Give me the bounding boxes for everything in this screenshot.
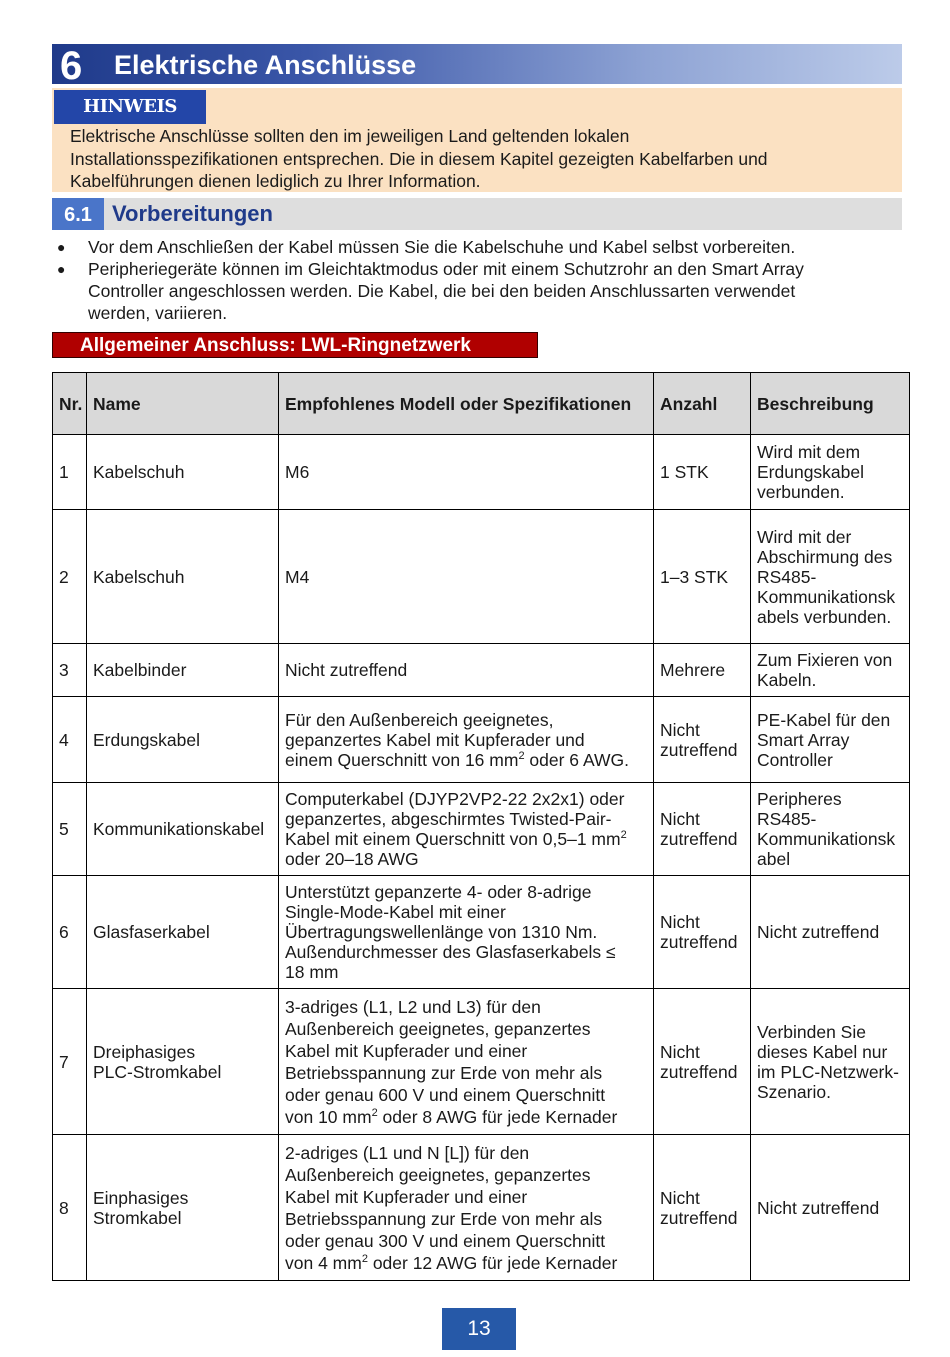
note-text: [70, 125, 860, 193]
cell-spec: [279, 510, 654, 644]
section-title: Vorbereitungen: [112, 201, 273, 226]
text-segment: Unterstützt gepanzerte 4- oder 8-adrige: [285, 882, 592, 902]
cell-nr: 8: [53, 1135, 87, 1281]
cell-line: [285, 730, 647, 750]
table-row: [53, 435, 910, 510]
text-segment: oder 12 AWG für jede Kernader: [367, 1252, 618, 1273]
page-number: 13: [442, 1308, 516, 1350]
cell-quantity: [654, 989, 751, 1135]
cell-line: 1 STK: [660, 462, 709, 482]
cell-quantity: [654, 876, 751, 989]
cell-line: 1–3 STK: [660, 566, 729, 587]
cell-line: zutreffend: [660, 739, 738, 760]
table-body: [53, 435, 910, 1281]
cell-line: zutreffend: [660, 932, 738, 952]
cell-line: [285, 567, 647, 587]
cell-quantity: [654, 697, 751, 783]
cell-line: [285, 809, 647, 829]
note-line: Kabelführungen dienen lediglich zu Ihrer Information.: [70, 171, 481, 191]
cell-line: zutreffend: [660, 1061, 738, 1082]
cell-line: [285, 1252, 647, 1274]
cell-line: [285, 660, 647, 680]
cell-line: [285, 829, 647, 849]
cell-line: Erdungskabel: [757, 462, 865, 482]
text-segment: Computerkabel (DJYP2VP2-22 2x2x1) oder: [285, 789, 625, 809]
cell-line: verbunden.: [757, 482, 845, 502]
cell-line: RS485-: [757, 566, 817, 587]
cell-line: Mehrere: [660, 660, 726, 680]
column-header-description: Beschreibung: [751, 373, 910, 435]
text-segment: oder 8 AWG für jede Kernader: [377, 1106, 618, 1127]
cell-quantity: [654, 644, 751, 697]
cell-nr: 3: [53, 644, 87, 697]
cell-line: Kabelschuh: [93, 462, 185, 482]
cell-name: [87, 435, 279, 510]
text-segment: einem Querschnitt von 16 mm: [285, 749, 519, 770]
note-line: Installationsspezifikationen entsprechen. Die in diesem Kapitel gezeigten Kabelfarben und: [70, 148, 768, 169]
note-tag: HINWEIS: [54, 90, 206, 124]
text-segment: oder genau 300 V und einem Querschnitt: [285, 1230, 606, 1251]
cell-line: [285, 996, 647, 1018]
cell-line: [285, 1106, 647, 1128]
superscript: 2: [371, 1106, 378, 1119]
cell-line: Peripheres: [757, 789, 842, 809]
text-segment: oder 6 AWG.: [524, 749, 629, 770]
cell-nr: 7: [53, 989, 87, 1135]
cell-line: Controller: [757, 749, 833, 770]
cell-line: zutreffend: [660, 829, 738, 849]
cell-line: Nicht: [660, 809, 700, 829]
cell-line: Nicht zutreffend: [757, 922, 880, 942]
chapter-title: Elektrische Anschlüsse: [114, 50, 417, 80]
cell-spec: [279, 435, 654, 510]
bullet-dot-icon: ●: [57, 261, 66, 277]
text-segment: Für den Außenbereich geeignetes,: [285, 709, 554, 730]
cell-line: [285, 1062, 647, 1084]
text-segment: M4: [285, 566, 310, 587]
text-segment: von 10 mm: [285, 1106, 372, 1127]
cell-line: [285, 789, 647, 809]
cell-line: [285, 1084, 647, 1106]
cell-description: [751, 435, 910, 510]
bullet-line: Vor dem Anschließen der Kabel müssen Sie die Kabelschuhe und Kabel selbst vorbereiten.: [88, 237, 796, 257]
cell-spec: [279, 644, 654, 697]
cell-line: Stromkabel: [93, 1207, 182, 1228]
cell-spec: [279, 1135, 654, 1281]
cell-spec: [279, 989, 654, 1135]
cell-line: PLC-Stromkabel: [93, 1061, 222, 1082]
cell-line: [285, 962, 647, 982]
section-number: 6.1: [52, 198, 104, 230]
text-segment: Betriebsspannung zur Erde von mehr als: [285, 1062, 603, 1083]
cell-line: Kommunikationskabel: [93, 819, 265, 839]
cell-line: Kabelbinder: [93, 660, 187, 680]
column-header-name: Name: [87, 373, 279, 435]
text-segment: Kabel mit Kupferader und einer: [285, 1040, 528, 1061]
text-segment: von 4 mm: [285, 1252, 362, 1273]
cell-description: [751, 1135, 910, 1281]
column-header-quantity: Anzahl: [654, 373, 751, 435]
text-segment: oder 20–18 AWG: [285, 849, 419, 869]
cell-line: Erdungskabel: [93, 729, 201, 750]
text-segment: Übertragungswellenlänge von 1310 Nm.: [285, 922, 598, 942]
text-segment: Kabel mit Kupferader und einer: [285, 1186, 528, 1207]
cell-line: Abschirmung des: [757, 546, 893, 567]
cell-description: [751, 989, 910, 1135]
text-segment: gepanzertes Kabel mit Kupferader und: [285, 729, 585, 750]
cell-line: [285, 1164, 647, 1186]
cell-line: Nicht: [660, 912, 700, 932]
table-header-row: [53, 373, 910, 435]
cell-line: Kabelschuh: [93, 566, 185, 587]
bullet-line: werden, variieren.: [88, 303, 228, 323]
superscript: 2: [620, 829, 627, 842]
cell-quantity: [654, 783, 751, 876]
cell-line: Wird mit dem: [757, 442, 861, 462]
superscript: 2: [518, 749, 525, 762]
text-segment: Betriebsspannung zur Erde von mehr als: [285, 1208, 603, 1229]
text-segment: oder genau 600 V und einem Querschnitt: [285, 1084, 606, 1105]
table-row: [53, 876, 910, 989]
text-segment: 2-adriges (L1 und N [L]) für den: [285, 1142, 530, 1163]
cell-line: [285, 1018, 647, 1040]
bullet-line: Controller angeschlossen werden. Die Kabel, die bei den beiden Anschlussarten verwendet: [88, 281, 796, 301]
cell-line: abels verbunden.: [757, 606, 892, 627]
cell-quantity: [654, 1135, 751, 1281]
text-segment: M6: [285, 462, 310, 482]
cell-line: Kabeln.: [757, 670, 817, 690]
bullet-line: Peripheriegeräte können im Gleichtaktmodus oder mit einem Schutzrohr an den Smart Array: [88, 259, 804, 279]
cell-line: [285, 710, 647, 730]
column-header-nr: Nr.: [53, 373, 87, 435]
cell-line: im PLC-Netzwerk-: [757, 1061, 899, 1082]
table-row: [53, 783, 910, 876]
text-segment: gepanzertes, abgeschirmtes Twisted-Pair-: [285, 809, 612, 829]
cell-spec: [279, 783, 654, 876]
cell-line: [285, 849, 647, 869]
text-segment: 3-adriges (L1, L2 und L3) für den: [285, 996, 541, 1017]
text-segment: Kabel mit einem Querschnitt von 0,5–1 mm: [285, 829, 621, 849]
table-row: [53, 1135, 910, 1281]
cell-line: [285, 942, 647, 962]
cell-nr: 5: [53, 783, 87, 876]
cell-line: Zum Fixieren von: [757, 650, 893, 670]
superscript: 2: [361, 1252, 368, 1265]
cell-line: [285, 1230, 647, 1252]
cell-line: abel: [757, 849, 791, 869]
cell-line: [285, 922, 647, 942]
cell-name: [87, 876, 279, 989]
cell-nr: 6: [53, 876, 87, 989]
cell-name: [87, 697, 279, 783]
cell-line: Nicht: [660, 1187, 700, 1208]
cell-name: [87, 783, 279, 876]
text-segment: Außenbereich geeignetes, gepanzertes: [285, 1164, 591, 1185]
cable-table: [52, 372, 910, 1281]
cell-line: PE-Kabel für den: [757, 709, 891, 730]
cell-line: RS485-: [757, 809, 817, 829]
text-segment: Außendurchmesser des Glasfaserkabels ≤: [285, 942, 616, 962]
text-segment: Single-Mode-Kabel mit einer: [285, 902, 506, 922]
table-row: [53, 697, 910, 783]
chapter-number: 6: [60, 44, 83, 88]
cell-line: [285, 1142, 647, 1164]
cell-line: Smart Array: [757, 729, 850, 750]
cell-line: [285, 1208, 647, 1230]
cell-description: [751, 510, 910, 644]
bullet-item: [54, 236, 874, 258]
table-row: [53, 989, 910, 1135]
bullet-list: [54, 236, 874, 324]
cell-nr: 1: [53, 435, 87, 510]
cell-description: [751, 697, 910, 783]
cell-line: dieses Kabel nur: [757, 1041, 888, 1062]
cell-line: [285, 1186, 647, 1208]
cell-line: zutreffend: [660, 1207, 738, 1228]
column-header-spec: Empfohlenes Modell oder Spezifikationen: [279, 373, 654, 435]
cell-spec: [279, 697, 654, 783]
cell-line: Einphasiges: [93, 1187, 189, 1208]
cell-line: Dreiphasiges: [93, 1041, 196, 1062]
cell-line: Kommunikationsk: [757, 829, 896, 849]
cell-nr: 4: [53, 697, 87, 783]
cell-name: [87, 1135, 279, 1281]
table-row: [53, 644, 910, 697]
cell-line: Nicht: [660, 1041, 700, 1062]
cell-line: Wird mit der: [757, 526, 852, 547]
table-row: [53, 510, 910, 644]
cell-description: [751, 644, 910, 697]
cell-line: Verbinden Sie: [757, 1021, 866, 1042]
cell-line: Glasfaserkabel: [93, 922, 210, 942]
bullet-dot-icon: ●: [57, 239, 66, 255]
bullet-item: [54, 258, 874, 324]
cell-name: [87, 510, 279, 644]
text-segment: Außenbereich geeignetes, gepanzertes: [285, 1018, 591, 1039]
text-segment: 18 mm: [285, 962, 339, 982]
cell-description: [751, 876, 910, 989]
note-line: Elektrische Anschlüsse sollten den im jeweiligen Land geltenden lokalen: [70, 126, 630, 146]
cell-line: [285, 902, 647, 922]
cell-line: Kommunikationsk: [757, 586, 896, 607]
cell-line: Nicht zutreffend: [757, 1197, 880, 1218]
cell-line: [285, 1040, 647, 1062]
cell-line: Szenario.: [757, 1081, 831, 1102]
cell-line: [285, 750, 647, 770]
cell-quantity: [654, 435, 751, 510]
cell-quantity: [654, 510, 751, 644]
cell-nr: 2: [53, 510, 87, 644]
cell-line: Nicht: [660, 719, 700, 740]
cell-name: [87, 989, 279, 1135]
cell-description: [751, 783, 910, 876]
cell-line: [285, 882, 647, 902]
text-segment: Nicht zutreffend: [285, 660, 408, 680]
cell-spec: [279, 876, 654, 989]
cell-line: [285, 462, 647, 482]
connection-type-banner: Allgemeiner Anschluss: LWL-Ringnetzwerk: [52, 332, 538, 358]
cell-name: [87, 644, 279, 697]
